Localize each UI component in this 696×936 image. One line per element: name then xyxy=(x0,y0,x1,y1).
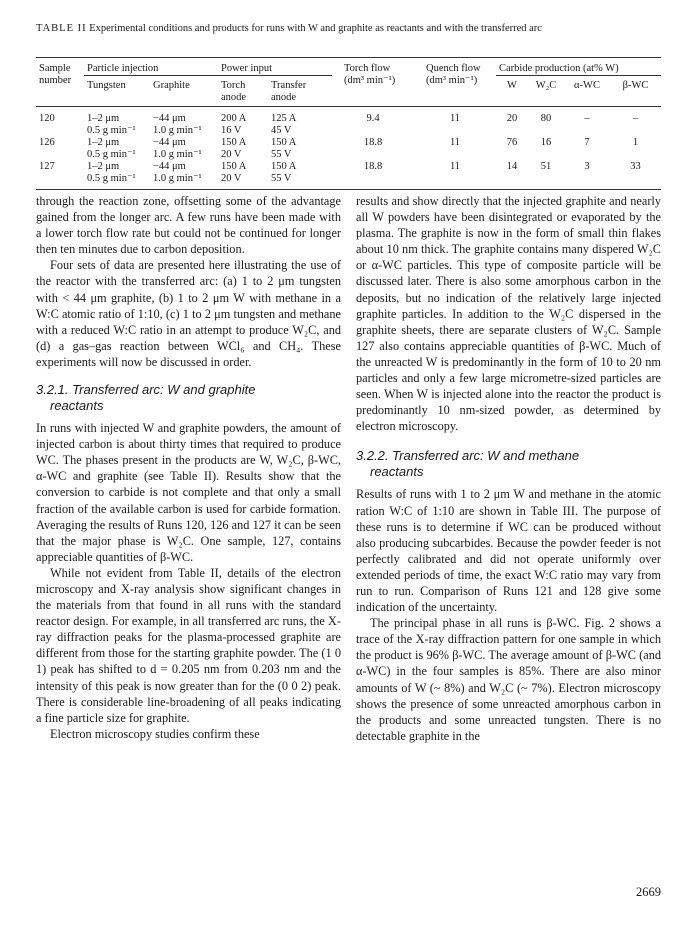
header-quench-flow: Quench flow (dm³ min⁻¹) xyxy=(426,63,481,86)
paragraph: In runs with injected W and graphite powders, the amount of injected carbon is about thirty times that required to produce WC. The phases present in the products are W, W₂C, β-WC, α-WC and graphite (see Table II). Results show that the conversion to carbide is not complete and that only a small fraction of the available carbon is used for carbide formation. Averaging the results of Runs 120, 126 and 127 it can be seen that the major phase is W₂C. One sample, 127, contains appreciable quantities of β-WC. xyxy=(36,421,341,564)
section-heading-3-2-1: 3.2.1. Transferred arc: W and graphite reactants xyxy=(36,382,256,414)
cell-graphite: −44 μm 1.0 g min⁻¹ xyxy=(153,136,202,160)
cell-beta-wc: 33 xyxy=(630,160,641,172)
cell-tungsten: 1–2 μm 0.5 g min⁻¹ xyxy=(87,112,136,136)
paragraph: Four sets of data are presented here illustrating the use of the reactor with the transferred arc: (a) 1 to 2 μm tungsten with < 44 μm graphite, (b) 1 to 2 μm W with methane in a W:C atomic ratio of 1:10, (c) 1 to 2 μm tungsten and methane with a reduced W:C ratio in an attempt to produce W₂C, and (d) a gas–gas reaction between WCl₆ and CH₄. These experiments will now be discussed in order. xyxy=(36,258,341,369)
header-torch-anode: Torch anode xyxy=(218,76,268,105)
cell-sample: 126 xyxy=(39,136,55,148)
header-alpha-wc: α-WC xyxy=(564,76,610,105)
paragraph: through the reaction zone, offsetting some of the advantage gained from the longer arc. A few runs have been made with a lower torch flow rate but could not be continued for longer then ten minutes due to carbon deposition. xyxy=(36,194,341,257)
paragraph: results and show directly that the injected graphite and nearly all W powders have been disintegrated or evaporated by the plasma. The graphite is now in the form of small thin flakes about 10 nm thick. The graphite contains many dispered W₂C or α-WC particles. This type of composite particle will be discussed later. There is also some amorphous carbon in the deposits, but no indication of the relatively large injected graphite particles. In addition to the W₂C dispersed in the graphite sheets, there are separate clusters of W₂C. Sample 127 also contains appreciable quantities of β-WC. Much of the unreacted W is predominantly in the form of 10 to 20 nm particles and only a few large micrometre-sized particles are seen. When W is injected alone into the reactor the product is predominantly 10 nm-sized powder, as determined by electron microscopy. xyxy=(356,194,661,434)
cell-torch-anode: 150 A 20 V xyxy=(221,160,247,184)
table-row xyxy=(36,137,661,161)
cell-sample: 127 xyxy=(39,160,55,172)
cell-torch-flow: 18.8 xyxy=(363,160,383,172)
header-sample: Sample number xyxy=(39,63,72,86)
header-power-input: Power input xyxy=(221,63,273,74)
table-caption xyxy=(36,22,661,35)
cell-quench-flow: 11 xyxy=(449,136,461,148)
page-number: 2669 xyxy=(636,885,661,899)
cell-w2c: 51 xyxy=(540,160,552,172)
table-row xyxy=(36,161,661,185)
cell-alpha-wc: 3 xyxy=(584,160,590,172)
paragraph: While not evident from Table II, details of the electron microscopy and X-ray analysis show significant changes in the materials from that found in all runs with the standard reactor design. For example, in all transferred arc runs, the X-ray diffraction peaks for the plasma-processed graphite are different from those for the starting graphite powder. The (1 0 1) peak has shifted to d = 0.205 nm from 0.203 nm and the intensity of this peak is now greater than for the (0 0 2) peak. There is considerable line-broadening of all peaks indicating a fine particle size for graphite. xyxy=(36,565,341,725)
header-carbide-production: Carbide production (at% W) xyxy=(499,63,619,74)
cell-alpha-wc: 7 xyxy=(584,136,590,148)
cell-w: 76 xyxy=(506,136,518,148)
cell-w: 14 xyxy=(506,160,518,172)
left-column xyxy=(36,193,341,742)
cell-beta-wc: 1 xyxy=(632,136,639,148)
header-torch-flow: Torch flow (dm³ min⁻¹) xyxy=(344,63,396,86)
header-tungsten: Tungsten xyxy=(84,76,150,105)
cell-sample: 120 xyxy=(39,112,55,124)
data-table xyxy=(36,57,661,190)
cell-tungsten: 1–2 μm 0.5 g min⁻¹ xyxy=(87,136,136,160)
header-w2c: W₂C xyxy=(528,76,564,105)
cell-transfer-anode: 150 A 55 V xyxy=(271,160,297,184)
paragraph: The principal phase in all runs is β-WC. Fig. 2 shows a trace of the X-ray diffraction pattern for one sample in which the product is 96% β-WC. The average amount of β-WC (and α-WC) in the four samples is 85%. There are also minor amounts of W (~ 8%) and W₂C (~ 7%). Electron microscopy shows the presence of some unreacted amorphous carbon in the products and some unreacted tungsten. There is no detectable graphite in the xyxy=(356,616,661,743)
table-caption-text: Experimental conditions and products for runs with W and graphite as reactants and with the transferred arc xyxy=(89,23,542,34)
header-w: W xyxy=(496,76,528,105)
cell-torch-flow: 18.8 xyxy=(363,136,383,148)
cell-tungsten: 1–2 μm 0.5 g min⁻¹ xyxy=(87,160,136,184)
cell-graphite: −44 μm 1.0 g min⁻¹ xyxy=(153,112,202,136)
cell-w2c: 80 xyxy=(540,112,552,124)
cell-torch-anode: 150 A 20 V xyxy=(221,136,247,160)
header-transfer-anode: Transfer anode xyxy=(268,76,332,105)
cell-w: 20 xyxy=(506,112,518,124)
cell-alpha-wc: – xyxy=(584,112,590,124)
cell-transfer-anode: 125 A 45 V xyxy=(271,112,297,136)
cell-w2c: 16 xyxy=(540,136,552,148)
cell-torch-flow: 9.4 xyxy=(366,112,380,124)
table-row xyxy=(36,113,661,137)
cell-beta-wc: – xyxy=(632,112,639,124)
paragraph: Results of runs with 1 to 2 μm W and methane in the atomic ration W:C of 1:10 are shown in Table III. The purpose of these runs is to determine if WC can be produced without also producing subcarbides. Because the powder feeder is not perfectly calibrated and did not operate uniformly over extended periods of time, the exact W:C ratio may vary from run to run. Comparison of Runs 121 and 128 give some indication of the uncertainty. xyxy=(356,487,661,615)
header-beta-wc: β-WC xyxy=(610,76,661,105)
table-label: TABLE II xyxy=(36,23,87,34)
cell-quench-flow: 11 xyxy=(449,160,461,172)
header-particle-injection: Particle injection xyxy=(87,63,159,74)
cell-torch-anode: 200 A 16 V xyxy=(221,112,247,136)
cell-transfer-anode: 150 A 55 V xyxy=(271,136,297,160)
cell-quench-flow: 11 xyxy=(449,112,461,124)
section-heading-3-2-2: 3.2.2. Transferred arc: W and methane reactants xyxy=(356,448,580,480)
right-column xyxy=(356,193,661,744)
cell-graphite: −44 μm 1.0 g min⁻¹ xyxy=(153,160,202,184)
paragraph: Electron microscopy studies confirm these xyxy=(50,726,260,741)
header-graphite: Graphite xyxy=(150,76,218,105)
